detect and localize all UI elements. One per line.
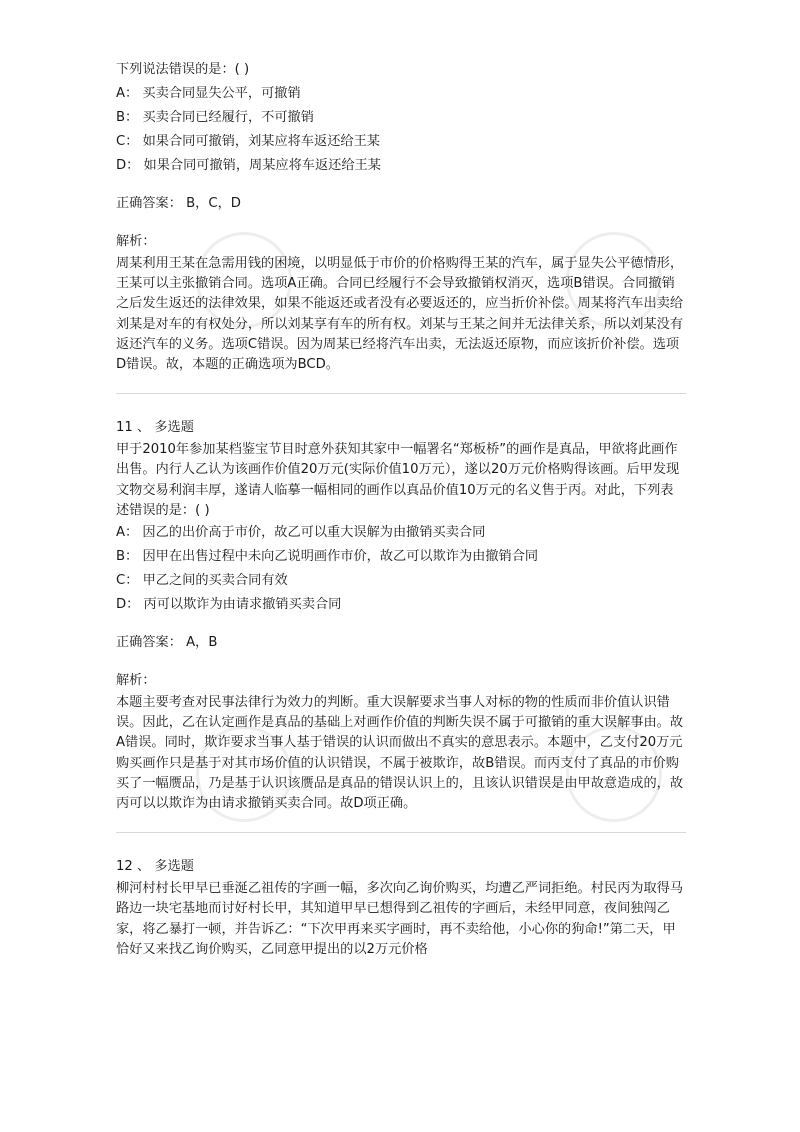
option-c: C： 如果合同可撤销，刘某应将车返还给王某	[116, 134, 380, 149]
analysis-label: 解析：	[116, 673, 156, 689]
option-b: B： 因甲在出售过程中未向乙说明画作市价，故乙可以欺诈为由撤销合同	[116, 549, 539, 565]
question-header: 12 、 多选题	[116, 859, 194, 875]
question-header: 11 、 多选题	[116, 420, 194, 436]
option-b: B： 买卖合同已经履行，不可撤销	[116, 110, 314, 125]
option-a: A： 因乙的出价高于市价，故乙可以重大误解为由撤销买卖合同	[116, 525, 486, 541]
correct-answer: 正确答案： A，B	[116, 635, 218, 651]
correct-answer: 正确答案： B，C，D	[116, 196, 241, 211]
question-10	[116, 58, 686, 375]
question-11	[116, 416, 686, 814]
analysis-label: 解析：	[116, 234, 156, 249]
document-page	[116, 58, 686, 960]
question-stem: 下列说法错误的是：( )	[116, 62, 250, 77]
divider	[116, 393, 686, 394]
question-stem: 柳河村村长甲早已垂涎乙祖传的字画一幅，多次向乙询价购买，均遭乙严词拒绝。村民丙为取得马路边一块宅基地而讨好村长甲，其知道甲早已想得到乙祖传的字画后，未经甲同意，夜间独闯乙家，将乙暴打一顿，并告诉乙：“下次甲再来买字画时，再不卖给他，小心你的狗命!”第二天，甲恰好又来找乙询价购买，乙同意甲提出的以2万元价格	[116, 881, 684, 957]
option-a: A： 买卖合同显失公平，可撤销	[116, 86, 301, 101]
question-stem: 甲于2010年参加某档鉴宝节目时意外获知其家中一幅署名“郑板桥”的画作是真品，甲欲将此画作出售。内行人乙认为该画作价值20万元(实际价值10万元），遂以20万元价格购得该画。后甲发现文物交易利润丰厚，遂请人临摹一幅相同的画作以真品价值10万元的名义售于丙。对此，下列表述错误的是：( )	[116, 442, 680, 518]
option-d: D： 丙可以欺诈为由请求撤销买卖合同	[116, 597, 342, 613]
option-d: D： 如果合同可撤销，周某应将车返还给王某	[116, 158, 381, 173]
option-c: C： 甲乙之间的买卖合同有效	[116, 573, 288, 589]
divider	[116, 832, 686, 833]
analysis-text: 周某利用王某在急需用钱的困境，以明显低于市价的价格购得王某的汽车，属于显失公平德情形，王某可以主张撤销合同。选项A正确。合同已经履行不会导致撤销权消灭，选项B错误。合同撤销之后发生返还的法律效果，如果不能返还或者没有必要返还的，应当折价补偿。周某将汽车出卖给刘某是对车的有权处分，所以刘某享有车的所有权。刘某与王某之间并无法律关系，所以刘某没有返还汽车的义务。选项C错误。因为周某已经将汽车出卖，无法返还原物，而应该折价补偿。选项D错误。故，本题的正确选项为BCD。	[116, 256, 684, 373]
analysis-text: 本题主要考查对民事法律行为效力的判断。重大误解要求当事人对标的物的性质而非价值认识错误。因此，乙在认定画作是真品的基础上对画作价值的判断失误不属于可撤销的重大误解事由。故A错误。同时，欺诈要求当事人基于错误的认识而做出不真实的意思表示。本题中，乙支付20万元购买画作只是基于对其市场价值的认识错误，不属于被欺诈，故B错误。而丙支付了真品的市价购买了一幅赝品，乃是基于认识该赝品是真品的错误认识上的，且该认识错误是由甲故意造成的，故丙可以以欺诈为由请求撤销买卖合同。故D项正确。	[116, 695, 684, 812]
question-12	[116, 855, 686, 960]
